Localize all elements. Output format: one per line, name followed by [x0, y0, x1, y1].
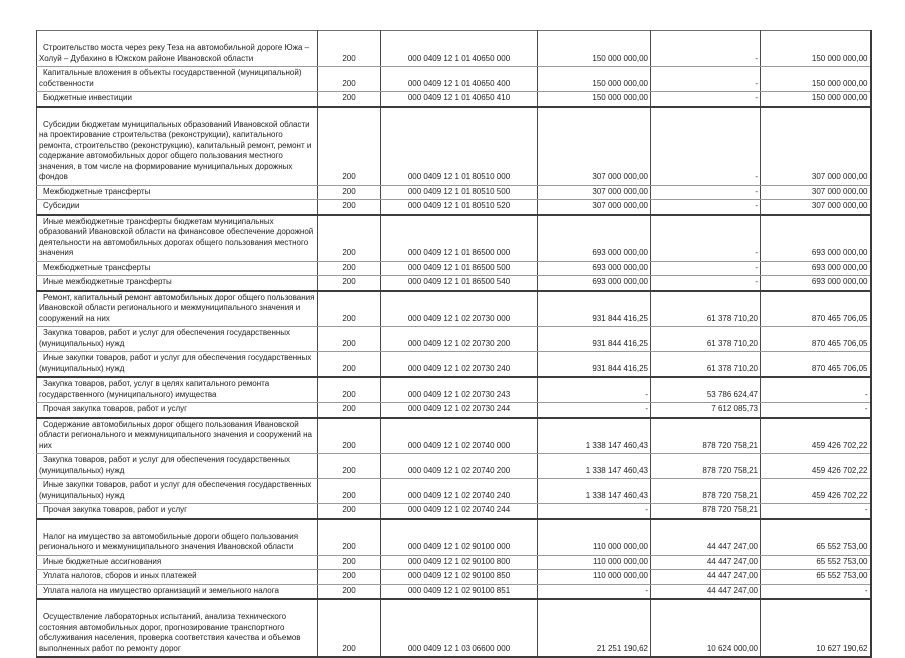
- cell-kbk-code: 000 0409 12 1 02 20730 200: [381, 327, 538, 352]
- cell-kbk-code: 000 0409 12 1 03 06600 000: [381, 599, 538, 657]
- cell-kbk-code: 000 0409 12 1 01 80510 000: [381, 107, 538, 186]
- cell-amount-3: 65 552 753,00: [761, 570, 871, 585]
- table-row: [37, 261, 871, 276]
- table-row: [37, 504, 871, 519]
- cell-name: Иные бюджетные ассигнования: [37, 555, 318, 570]
- cell-amount-3: 307 000 000,00: [761, 200, 871, 215]
- cell-expense-type-code: 200: [318, 403, 381, 418]
- cell-amount-3: -: [761, 584, 871, 599]
- cell-amount-2: 61 378 710,20: [651, 352, 761, 378]
- cell-amount-1: 931 844 416,25: [538, 291, 651, 327]
- cell-amount-2: 44 447 247,00: [651, 570, 761, 585]
- table-row: [37, 352, 871, 378]
- cell-amount-1: 693 000 000,00: [538, 276, 651, 291]
- cell-amount-1: 150 000 000,00: [538, 67, 651, 92]
- table-row: [37, 200, 871, 215]
- table-row: [37, 92, 871, 107]
- table-row: [37, 479, 871, 504]
- cell-kbk-code: 000 0409 12 1 02 20730 243: [381, 377, 538, 403]
- cell-name: Иные закупки товаров, работ и услуг для обеспечения государственных (муниципальных) нужд: [37, 352, 318, 378]
- cell-expense-type-code: 200: [318, 215, 381, 262]
- cell-name: Прочая закупка товаров, работ и услуг: [37, 403, 318, 418]
- cell-kbk-code: 000 0409 12 1 02 20730 240: [381, 352, 538, 378]
- table-row: [37, 276, 871, 291]
- cell-name: Межбюджетные трансферты: [37, 185, 318, 200]
- cell-name: Иные межбюджетные трансферты: [37, 276, 318, 291]
- cell-amount-2: 44 447 247,00: [651, 519, 761, 556]
- cell-amount-2: -: [651, 261, 761, 276]
- cell-kbk-code: 000 0409 12 1 01 80510 500: [381, 185, 538, 200]
- cell-amount-2: -: [651, 215, 761, 262]
- cell-kbk-code: 000 0409 12 1 02 90100 850: [381, 570, 538, 585]
- cell-kbk-code: 000 0409 12 1 02 20740 244: [381, 504, 538, 519]
- cell-amount-2: -: [651, 92, 761, 107]
- table-row: [37, 555, 871, 570]
- cell-expense-type-code: 200: [318, 418, 381, 454]
- table-row: [37, 403, 871, 418]
- table-row: [37, 418, 871, 454]
- cell-amount-1: 307 000 000,00: [538, 200, 651, 215]
- cell-kbk-code: 000 0409 12 1 02 20740 200: [381, 454, 538, 479]
- cell-expense-type-code: 200: [318, 352, 381, 378]
- cell-amount-3: 870 465 706,05: [761, 352, 871, 378]
- cell-amount-3: -: [761, 403, 871, 418]
- cell-amount-3: 150 000 000,00: [761, 31, 871, 67]
- cell-amount-2: 878 720 758,21: [651, 418, 761, 454]
- cell-expense-type-code: 200: [318, 454, 381, 479]
- cell-kbk-code: 000 0409 12 1 01 86500 500: [381, 261, 538, 276]
- cell-amount-1: -: [538, 584, 651, 599]
- cell-name: Межбюджетные трансферты: [37, 261, 318, 276]
- table-row: [37, 31, 871, 67]
- budget-table: [36, 30, 872, 658]
- cell-expense-type-code: 200: [318, 200, 381, 215]
- cell-name: Уплата налогов, сборов и иных платежей: [37, 570, 318, 585]
- cell-expense-type-code: 200: [318, 291, 381, 327]
- cell-kbk-code: 000 0409 12 1 02 90100 800: [381, 555, 538, 570]
- cell-amount-1: 21 251 190,62: [538, 599, 651, 657]
- cell-kbk-code: 000 0409 12 1 02 20730 000: [381, 291, 538, 327]
- cell-amount-3: 459 426 702,22: [761, 454, 871, 479]
- table-row: [37, 185, 871, 200]
- cell-expense-type-code: 200: [318, 276, 381, 291]
- cell-amount-1: 1 338 147 460,43: [538, 454, 651, 479]
- cell-amount-1: 110 000 000,00: [538, 570, 651, 585]
- cell-amount-1: 307 000 000,00: [538, 107, 651, 186]
- cell-amount-1: 1 338 147 460,43: [538, 418, 651, 454]
- cell-amount-1: 931 844 416,25: [538, 327, 651, 352]
- cell-amount-1: 1 338 147 460,43: [538, 479, 651, 504]
- cell-expense-type-code: 200: [318, 107, 381, 186]
- cell-amount-3: 459 426 702,22: [761, 479, 871, 504]
- cell-kbk-code: 000 0409 12 1 02 20740 240: [381, 479, 538, 504]
- cell-amount-1: -: [538, 504, 651, 519]
- cell-expense-type-code: 200: [318, 519, 381, 556]
- cell-amount-3: 65 552 753,00: [761, 555, 871, 570]
- cell-kbk-code: 000 0409 12 1 02 20730 244: [381, 403, 538, 418]
- cell-amount-1: 110 000 000,00: [538, 519, 651, 556]
- cell-expense-type-code: 200: [318, 327, 381, 352]
- cell-amount-3: 10 627 190,62: [761, 599, 871, 657]
- cell-kbk-code: 000 0409 12 1 02 90100 851: [381, 584, 538, 599]
- cell-kbk-code: 000 0409 12 1 01 80510 520: [381, 200, 538, 215]
- cell-amount-1: 693 000 000,00: [538, 261, 651, 276]
- cell-kbk-code: 000 0409 12 1 01 40650 400: [381, 67, 538, 92]
- table-row: [37, 291, 871, 327]
- cell-name: Налог на имущество за автомобильные дороги общего пользования регионального и межмуниципального значения Ивановской области: [37, 519, 318, 556]
- table-row: [37, 570, 871, 585]
- cell-name: Закупка товаров, работ и услуг для обеспечения государственных (муниципальных) нужд: [37, 454, 318, 479]
- cell-kbk-code: 000 0409 12 1 01 40650 410: [381, 92, 538, 107]
- cell-amount-2: 61 378 710,20: [651, 291, 761, 327]
- cell-expense-type-code: 200: [318, 584, 381, 599]
- cell-kbk-code: 000 0409 12 1 01 86500 000: [381, 215, 538, 262]
- cell-amount-2: -: [651, 107, 761, 186]
- cell-expense-type-code: 200: [318, 377, 381, 403]
- cell-amount-3: -: [761, 377, 871, 403]
- cell-amount-1: -: [538, 377, 651, 403]
- cell-name: Уплата налога на имущество организаций и земельного налога: [37, 584, 318, 599]
- cell-name: Строительство моста через реку Теза на автомобильной дороге Южа – Холуй – Дубахино в Южском районе Ивановской области: [37, 31, 318, 67]
- cell-amount-3: -: [761, 504, 871, 519]
- cell-amount-3: 459 426 702,22: [761, 418, 871, 454]
- cell-kbk-code: 000 0409 12 1 01 86500 540: [381, 276, 538, 291]
- table-row: [37, 454, 871, 479]
- cell-expense-type-code: 200: [318, 570, 381, 585]
- cell-amount-2: -: [651, 276, 761, 291]
- cell-amount-2: 10 624 000,00: [651, 599, 761, 657]
- cell-amount-2: 44 447 247,00: [651, 584, 761, 599]
- cell-kbk-code: 000 0409 12 1 02 20740 000: [381, 418, 538, 454]
- cell-expense-type-code: 200: [318, 92, 381, 107]
- table-row: [37, 67, 871, 92]
- cell-name: Иные межбюджетные трансферты бюджетам муниципальных образований Ивановской области на финансовое обеспечение дорожной деятельности на автомобильных дорогах общего пользования местного значения: [37, 215, 318, 262]
- cell-amount-2: 878 720 758,21: [651, 479, 761, 504]
- cell-amount-2: 61 378 710,20: [651, 327, 761, 352]
- cell-amount-1: 931 844 416,25: [538, 352, 651, 378]
- cell-name: Прочая закупка товаров, работ и услуг: [37, 504, 318, 519]
- table-row: [37, 519, 871, 556]
- cell-expense-type-code: 200: [318, 185, 381, 200]
- cell-amount-3: 307 000 000,00: [761, 185, 871, 200]
- cell-name: Капитальные вложения в объекты государственной (муниципальной) собственности: [37, 67, 318, 92]
- budget-table-body: [37, 31, 871, 658]
- cell-name: Содержание автомобильных дорог общего пользования Ивановской области регионального и межмуниципального значения и сооружений на них: [37, 418, 318, 454]
- cell-amount-3: 870 465 706,05: [761, 327, 871, 352]
- cell-amount-3: 150 000 000,00: [761, 92, 871, 107]
- cell-expense-type-code: 200: [318, 555, 381, 570]
- cell-kbk-code: 000 0409 12 1 01 40650 000: [381, 31, 538, 67]
- cell-expense-type-code: 200: [318, 479, 381, 504]
- cell-name: Закупка товаров, работ и услуг для обеспечения государственных (муниципальных) нужд: [37, 327, 318, 352]
- cell-amount-2: 878 720 758,21: [651, 454, 761, 479]
- cell-name: Осуществление лабораторных испытаний, анализа технического состояния автомобильных дорог, прогнозирование транспортного обслуживания населения, проверка соответствия качества и объемов выполненных работ по ремонту дорог: [37, 599, 318, 657]
- cell-amount-3: 693 000 000,00: [761, 215, 871, 262]
- cell-amount-2: 7 612 085,73: [651, 403, 761, 418]
- cell-amount-3: 307 000 000,00: [761, 107, 871, 186]
- cell-name: Ремонт, капитальный ремонт автомобильных дорог общего пользования Ивановской области регионального и межмуниципального значения и сооружений на них: [37, 291, 318, 327]
- cell-amount-2: -: [651, 67, 761, 92]
- cell-name: Бюджетные инвестиции: [37, 92, 318, 107]
- table-row: [37, 377, 871, 403]
- cell-name: Иные закупки товаров, работ и услуг для обеспечения государственных (муниципальных) нужд: [37, 479, 318, 504]
- cell-expense-type-code: 200: [318, 67, 381, 92]
- cell-amount-1: 693 000 000,00: [538, 215, 651, 262]
- cell-amount-3: 150 000 000,00: [761, 67, 871, 92]
- cell-name: Закупка товаров, работ, услуг в целях капитального ремонта государственного (муниципального) имущества: [37, 377, 318, 403]
- cell-amount-3: 693 000 000,00: [761, 276, 871, 291]
- cell-amount-1: 307 000 000,00: [538, 185, 651, 200]
- cell-name: Субсидии: [37, 200, 318, 215]
- cell-expense-type-code: 200: [318, 504, 381, 519]
- cell-amount-2: -: [651, 185, 761, 200]
- table-row: [37, 215, 871, 262]
- cell-amount-3: 870 465 706,05: [761, 291, 871, 327]
- cell-amount-1: -: [538, 403, 651, 418]
- cell-expense-type-code: 200: [318, 261, 381, 276]
- cell-amount-2: -: [651, 200, 761, 215]
- cell-amount-3: 693 000 000,00: [761, 261, 871, 276]
- cell-kbk-code: 000 0409 12 1 02 90100 000: [381, 519, 538, 556]
- cell-amount-2: 53 786 624,47: [651, 377, 761, 403]
- cell-amount-2: -: [651, 31, 761, 67]
- table-row: [37, 584, 871, 599]
- table-row: [37, 327, 871, 352]
- cell-expense-type-code: 200: [318, 599, 381, 657]
- cell-name: Субсидии бюджетам муниципальных образований Ивановской области на проектирование строительства (реконструкции), капитального ремонта, строительство (реконструкцию), капитальный ремонт, ремонт и содержание автомобильных дорог общего пользования местного значения, в том числе на формирование муниципальных дорожных фондов: [37, 107, 318, 186]
- cell-amount-2: 878 720 758,21: [651, 504, 761, 519]
- cell-amount-1: 110 000 000,00: [538, 555, 651, 570]
- cell-amount-2: 44 447 247,00: [651, 555, 761, 570]
- table-row: [37, 107, 871, 186]
- cell-amount-3: 65 552 753,00: [761, 519, 871, 556]
- table-row: [37, 599, 871, 657]
- cell-amount-1: 150 000 000,00: [538, 92, 651, 107]
- cell-expense-type-code: 200: [318, 31, 381, 67]
- cell-amount-1: 150 000 000,00: [538, 31, 651, 67]
- document-page: [36, 30, 870, 658]
